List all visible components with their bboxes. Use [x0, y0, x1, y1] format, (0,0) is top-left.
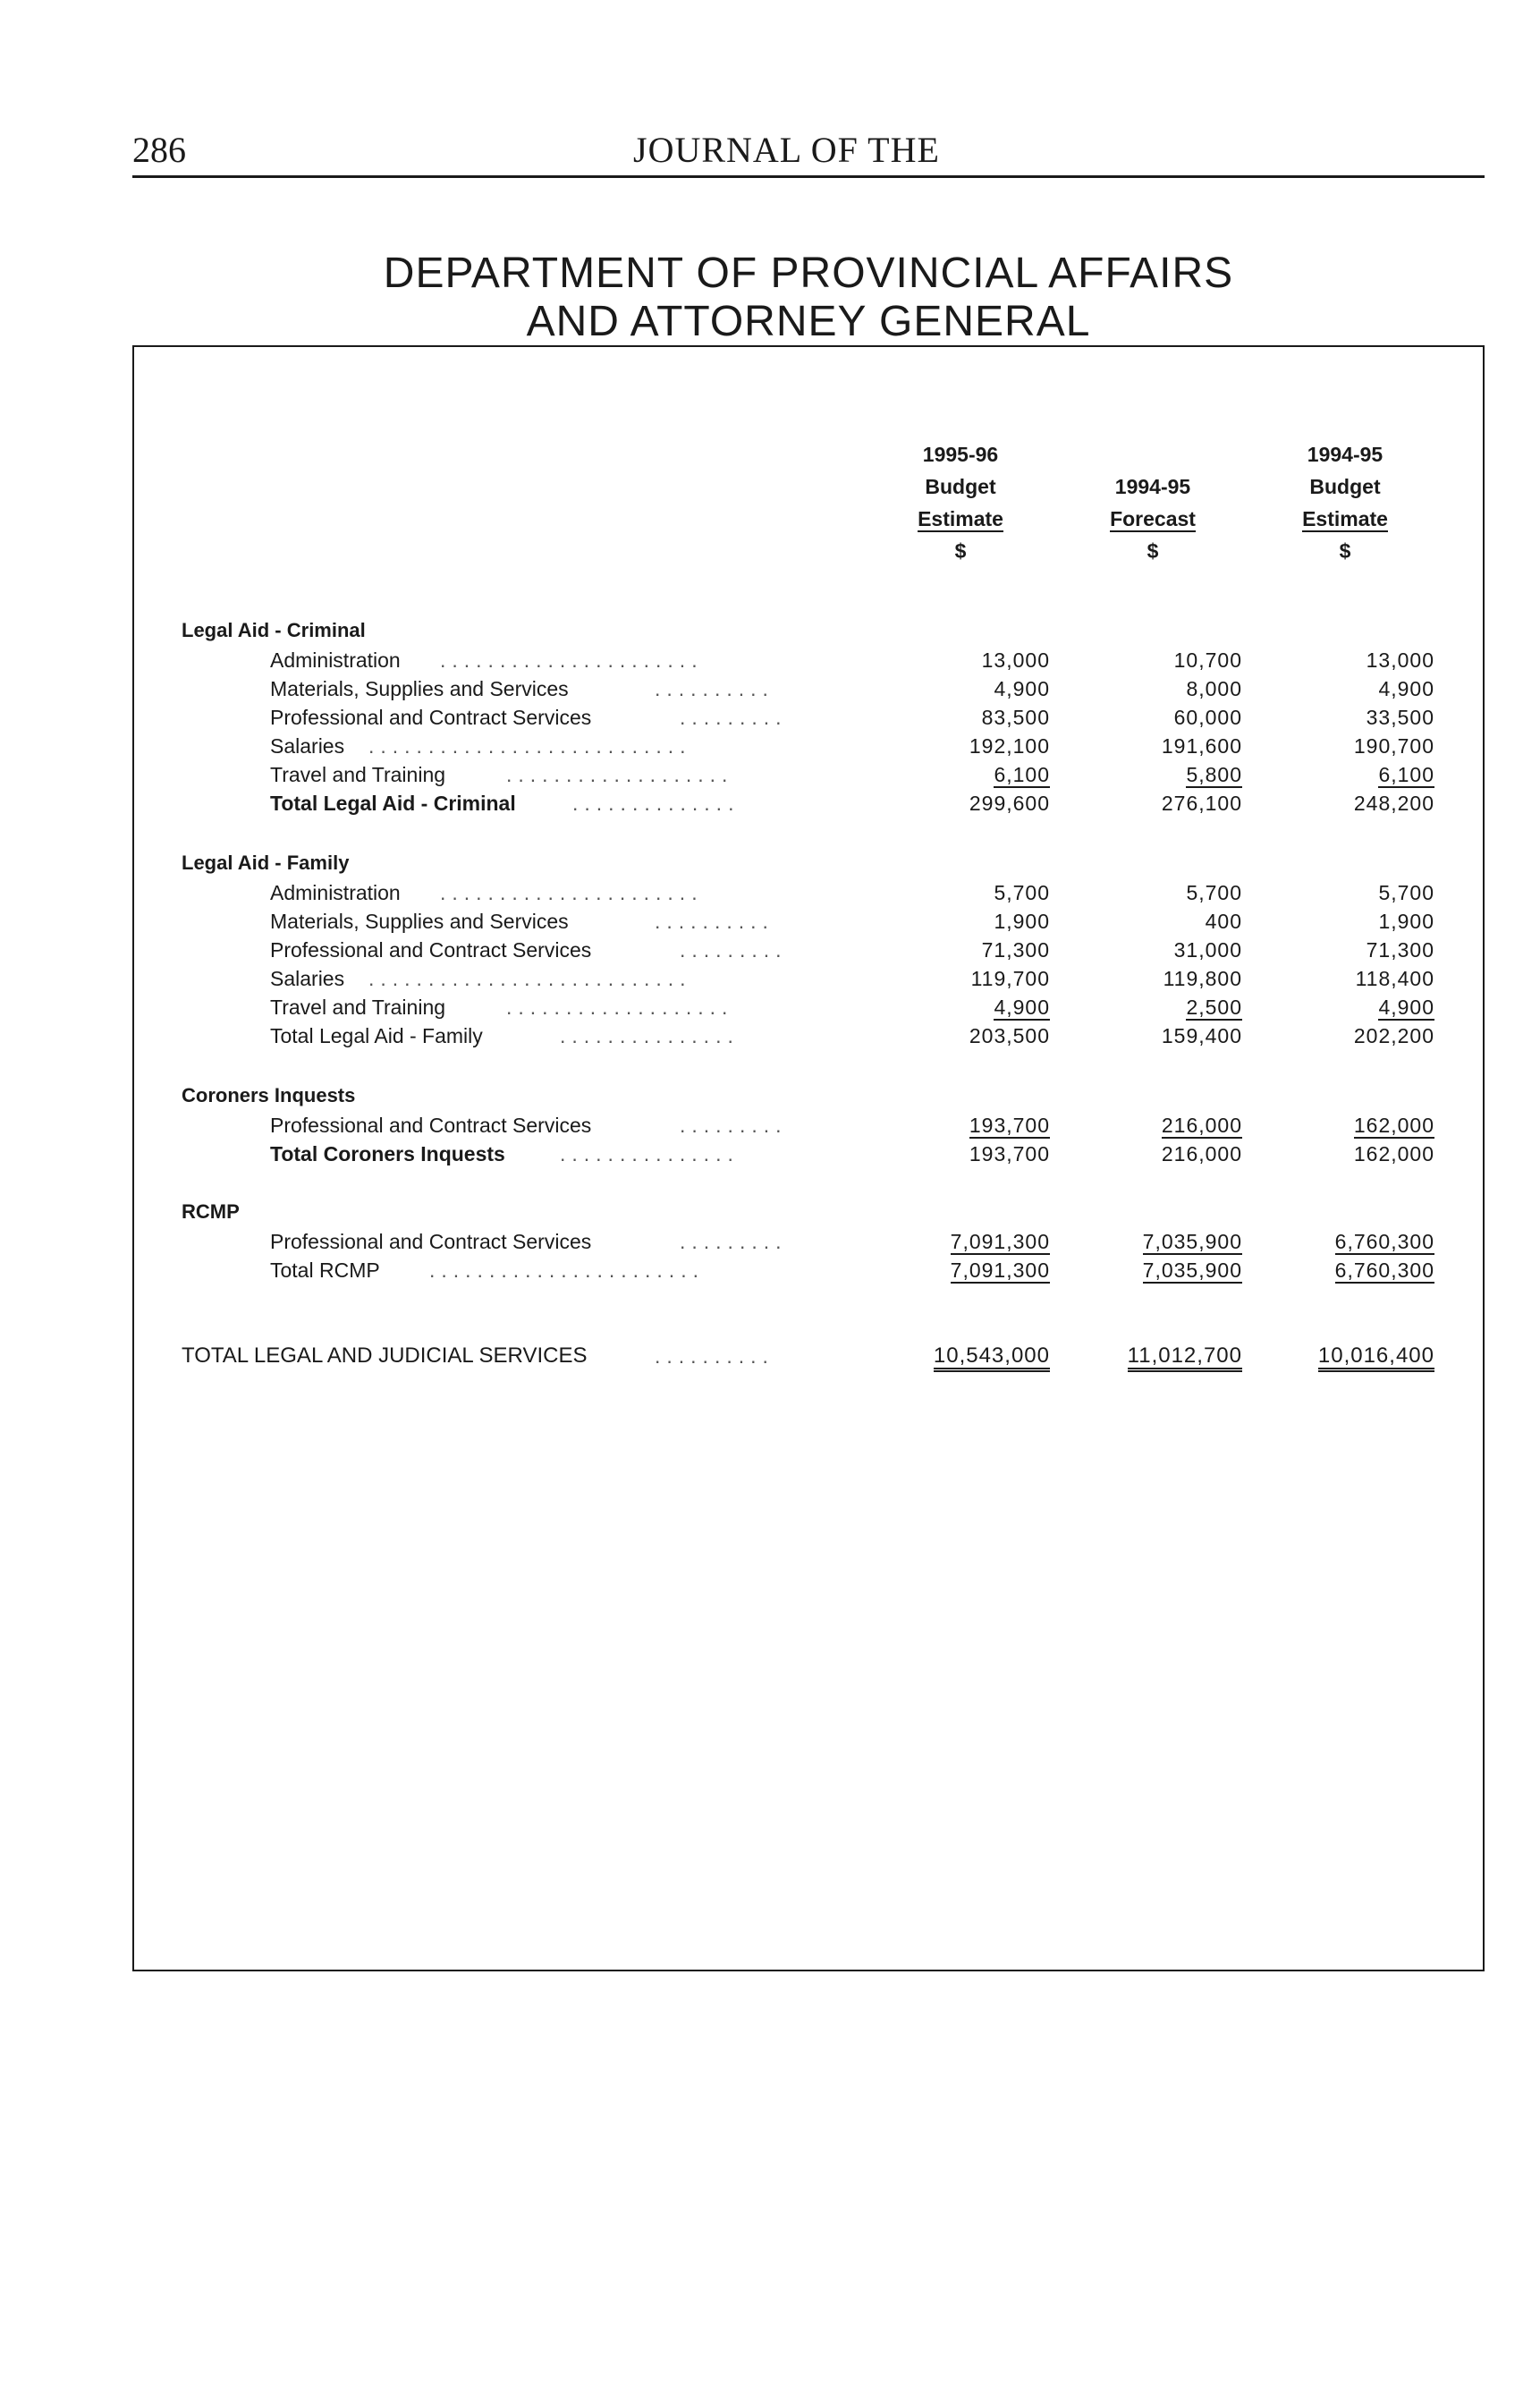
section-title-legal-aid-criminal: Legal Aid - Criminal — [182, 619, 366, 641]
value-1995-96-estimate: 1,900 — [994, 910, 1050, 933]
table-row — [0, 878, 1540, 907]
column-header-1995-96-estimate — [862, 438, 1059, 567]
value-1994-95-forecast: 8,000 — [1186, 677, 1242, 700]
value-1994-95-forecast: 159,400 — [1161, 1024, 1242, 1047]
value-1995-96-estimate: 7,091,300 — [950, 1259, 1050, 1282]
table-row-total — [0, 789, 1540, 818]
dot-leader: .............. — [572, 792, 740, 815]
grand-total-row — [0, 1342, 1540, 1370]
value-1994-95-estimate: 248,200 — [1353, 792, 1434, 815]
table-row — [0, 1227, 1540, 1256]
value-1994-95-forecast: 400 — [1205, 910, 1242, 933]
row-label: Total RCMP — [270, 1259, 380, 1282]
department-title-line1: DEPARTMENT OF PROVINCIAL AFFAIRS — [383, 250, 1234, 297]
table-row — [0, 993, 1540, 1021]
department-title-line2: AND ATTORNEY GENERAL — [526, 298, 1091, 345]
column-header-kind: Estimate — [918, 507, 1003, 530]
dot-leader: ......... — [680, 938, 788, 962]
value-1994-95-forecast: 60,000 — [1173, 706, 1242, 729]
row-label: Professional and Contract Services — [270, 938, 592, 962]
row-label: Administration — [270, 648, 401, 672]
value-1994-95-estimate: 1,900 — [1378, 910, 1434, 933]
column-header-1994-95-forecast — [1054, 438, 1251, 567]
value-1994-95-forecast: 191,600 — [1161, 734, 1242, 758]
row-label: Materials, Supplies and Services — [270, 910, 569, 933]
dot-leader: .......... — [655, 677, 774, 700]
row-label: Salaries — [270, 734, 345, 758]
value-1994-95-forecast: 5,700 — [1186, 881, 1242, 904]
table-row — [0, 760, 1540, 789]
page-number: 286 — [132, 130, 186, 170]
value-1995-96-estimate: 203,500 — [969, 1024, 1050, 1047]
column-header-1994-95-estimate — [1247, 438, 1443, 567]
dot-leader: .......... — [655, 1344, 774, 1368]
row-label: Total Legal Aid - Criminal — [270, 792, 516, 815]
value-1994-95-estimate: 6,760,300 — [1334, 1230, 1434, 1253]
table-row — [0, 732, 1540, 760]
value-1994-95-forecast: 7,035,900 — [1142, 1259, 1242, 1282]
table-row — [0, 964, 1540, 993]
dot-leader: ........................... — [368, 967, 692, 990]
dot-leader: .......... — [655, 910, 774, 933]
dot-leader: ................... — [506, 996, 734, 1019]
value-1994-95-estimate: 4,900 — [1378, 996, 1434, 1019]
value-1995-96-estimate: 4,900 — [994, 677, 1050, 700]
column-header-unit: $ — [1147, 539, 1159, 563]
value-1994-95-estimate: 33,500 — [1366, 706, 1434, 729]
column-header-kind: Forecast — [1110, 507, 1196, 530]
value-1994-95-estimate: 6,100 — [1378, 763, 1434, 786]
value-1995-96-estimate: 119,700 — [970, 967, 1050, 990]
dot-leader: ............... — [560, 1024, 740, 1047]
row-label: Administration — [270, 881, 401, 904]
value-1995-96-estimate: 299,600 — [969, 792, 1050, 815]
table-row — [0, 907, 1540, 936]
grand-total-1994-95-estimate: 10,016,400 — [1273, 1342, 1434, 1372]
value-1995-96-estimate: 71,300 — [981, 938, 1050, 962]
row-label: Travel and Training — [270, 996, 446, 1019]
value-1995-96-estimate: 193,700 — [969, 1142, 1050, 1165]
dot-leader: ....................... — [429, 1259, 705, 1282]
row-label: Materials, Supplies and Services — [270, 677, 569, 700]
column-header-unit: $ — [1339, 539, 1351, 563]
value-1994-95-forecast: 216,000 — [1161, 1142, 1242, 1165]
value-1994-95-forecast: 2,500 — [1186, 996, 1242, 1019]
table-row — [0, 936, 1540, 964]
column-header-year: 1995-96 — [922, 443, 999, 466]
value-1994-95-forecast: 276,100 — [1161, 792, 1242, 815]
dot-leader: ......... — [680, 1114, 788, 1137]
grand-total-label: TOTAL LEGAL AND JUDICIAL SERVICES — [182, 1343, 588, 1368]
value-1994-95-estimate: 13,000 — [1366, 648, 1434, 672]
value-1994-95-estimate: 6,760,300 — [1334, 1259, 1434, 1282]
value-1994-95-estimate: 5,700 — [1378, 881, 1434, 904]
value-1995-96-estimate: 13,000 — [981, 648, 1050, 672]
value-1995-96-estimate: 192,100 — [969, 734, 1050, 758]
value-1995-96-estimate: 5,700 — [994, 881, 1050, 904]
table-row — [0, 1111, 1540, 1140]
value-1995-96-estimate: 6,100 — [994, 763, 1050, 786]
row-label: Professional and Contract Services — [270, 1230, 592, 1253]
value-1995-96-estimate: 4,900 — [994, 996, 1050, 1019]
dot-leader: ............... — [560, 1142, 740, 1165]
column-header-unit: $ — [954, 539, 967, 563]
column-header-type: Budget — [925, 475, 996, 498]
table-row — [0, 703, 1540, 732]
row-label: Travel and Training — [270, 763, 446, 786]
column-header-year: 1994-95 — [1307, 443, 1383, 466]
running-header — [132, 125, 1485, 178]
value-1994-95-forecast: 10,700 — [1173, 648, 1242, 672]
table-row — [0, 646, 1540, 674]
dot-leader: ...................... — [440, 648, 704, 672]
table-row-total — [0, 1256, 1540, 1284]
value-1994-95-forecast: 7,035,900 — [1142, 1230, 1242, 1253]
section-title-legal-aid-family: Legal Aid - Family — [182, 852, 350, 874]
dot-leader: ......... — [680, 706, 788, 729]
dot-leader: ...................... — [440, 881, 704, 904]
column-header-year — [1054, 438, 1251, 470]
value-1994-95-estimate: 202,200 — [1353, 1024, 1434, 1047]
value-1994-95-estimate: 4,900 — [1378, 677, 1434, 700]
section-title-rcmp: RCMP — [182, 1200, 240, 1223]
value-1994-95-forecast: 216,000 — [1161, 1114, 1242, 1137]
row-label: Total Legal Aid - Family — [270, 1024, 483, 1047]
row-label: Total Coroners Inquests — [270, 1142, 505, 1165]
table-row-total — [0, 1140, 1540, 1168]
grand-total-1995-96-estimate: 10,543,000 — [889, 1342, 1050, 1372]
value-1994-95-estimate: 162,000 — [1353, 1142, 1434, 1165]
value-1994-95-forecast: 119,800 — [1163, 967, 1242, 990]
journal-title: JOURNAL OF THE — [633, 130, 940, 170]
section-title-coroners-inquests: Coroners Inquests — [182, 1084, 356, 1106]
column-header-type: Budget — [1309, 475, 1381, 498]
row-label: Professional and Contract Services — [270, 706, 592, 729]
column-header-type: 1994-95 — [1114, 475, 1191, 498]
column-header-kind: Estimate — [1302, 507, 1388, 530]
table-row — [0, 674, 1540, 703]
value-1994-95-forecast: 31,000 — [1173, 938, 1242, 962]
dot-leader: ................... — [506, 763, 734, 786]
dot-leader: ........................... — [368, 734, 692, 758]
value-1994-95-estimate: 190,700 — [1353, 734, 1434, 758]
value-1995-96-estimate: 193,700 — [969, 1114, 1050, 1137]
grand-total-1994-95-forecast: 11,012,700 — [1081, 1342, 1242, 1372]
value-1994-95-estimate: 162,000 — [1353, 1114, 1434, 1137]
value-1994-95-estimate: 118,400 — [1355, 967, 1434, 990]
value-1995-96-estimate: 7,091,300 — [950, 1230, 1050, 1253]
row-label: Salaries — [270, 967, 345, 990]
value-1994-95-estimate: 71,300 — [1366, 938, 1434, 962]
dot-leader: ......... — [680, 1230, 788, 1253]
row-label: Professional and Contract Services — [270, 1114, 592, 1137]
value-1994-95-forecast: 5,800 — [1186, 763, 1242, 786]
value-1995-96-estimate: 83,500 — [981, 706, 1050, 729]
table-row-total — [0, 1021, 1540, 1050]
